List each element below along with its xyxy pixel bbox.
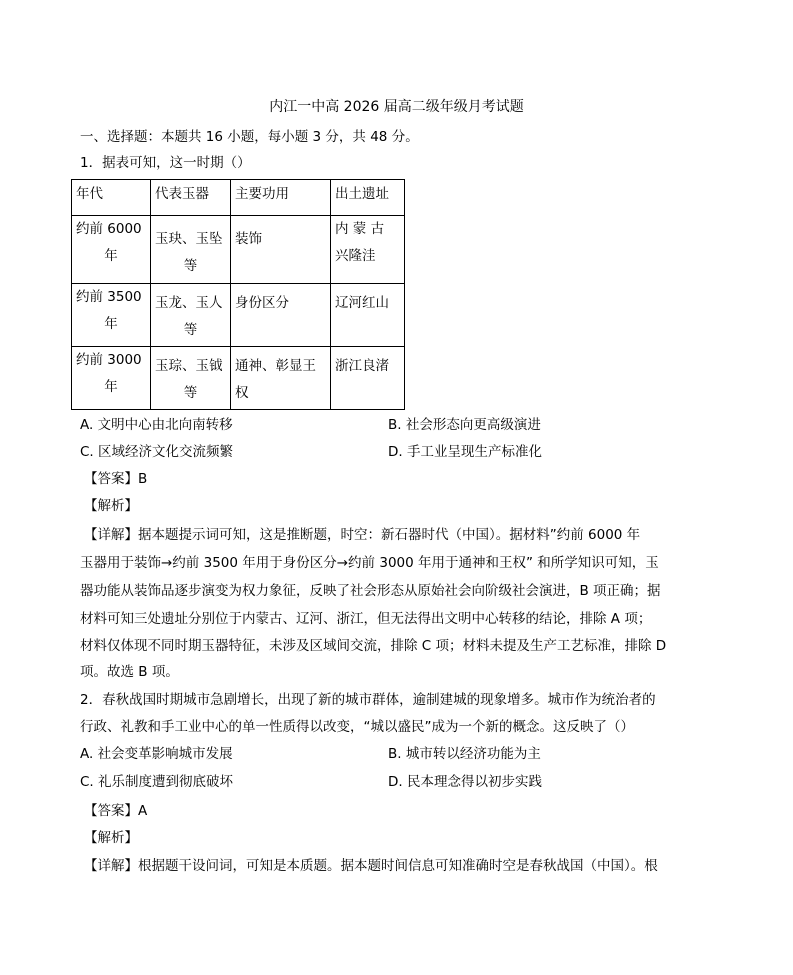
q1-table bbox=[71, 179, 405, 410]
era-cell-unit: 年 bbox=[104, 379, 118, 395]
jade-cell: 玉玦、玉坠 bbox=[155, 231, 223, 247]
era-cell: 约前 6000 bbox=[76, 221, 142, 237]
jade-cell-etc: 等 bbox=[183, 385, 198, 401]
q1-detail-line: 项。故选 B 项。 bbox=[80, 664, 179, 680]
q2-option-c: C. 礼乐制度遭到彻底破坏 bbox=[80, 774, 234, 790]
site-cell-line2: 兴隆洼 bbox=[335, 248, 376, 264]
use-cell-line2: 权 bbox=[235, 385, 249, 401]
q2-answer: 【答案】A bbox=[84, 803, 148, 819]
jade-cell-etc: 等 bbox=[183, 258, 198, 274]
q1-option-d: D. 手工业呈现生产标准化 bbox=[388, 444, 542, 460]
q1-option-b: B. 社会形态向更高级演进 bbox=[388, 417, 541, 433]
q2-option-b: B. 城市转以经济功能为主 bbox=[388, 746, 541, 762]
q2-detail-line: 【详解】根据题干设问词，可知是本质题。据本题时间信息可知准确时空是春秋战国（中国）。根 bbox=[84, 858, 658, 874]
jade-cell-etc: 等 bbox=[183, 322, 198, 338]
q1-detail-line: 【详解】据本题提示词可知，这是推断题，时空：新石器时代（中国）。据材料”约前 6000 年 bbox=[84, 527, 641, 543]
q2-stem-line: 2．春秋战国时期城市急剧增长，出现了新的城市群体，逾制建城的现象增多。城市作为统治者的 bbox=[80, 692, 656, 708]
table-header-row bbox=[72, 180, 405, 216]
q1-option-c: C. 区域经济文化交流频繁 bbox=[80, 444, 234, 460]
q1-detail-line: 材料仅体现不同时期玉器特征，未涉及区域间交流，排除 C 项；材料未提及生产工艺标准，排除 D bbox=[80, 638, 667, 654]
q2-option-a: A. 社会变革影响城市发展 bbox=[80, 746, 233, 762]
use-cell: 装饰 bbox=[235, 231, 262, 247]
q1-option-a: A. 文明中心由北向南转移 bbox=[80, 417, 233, 433]
header-era: 年代 bbox=[76, 186, 103, 202]
table-row bbox=[72, 216, 405, 284]
era-cell: 约前 3000 bbox=[76, 352, 142, 368]
site-cell: 辽河红山 bbox=[335, 295, 389, 311]
table-row bbox=[72, 347, 405, 410]
jade-cell: 玉龙、玉人 bbox=[155, 295, 223, 311]
header-jade: 代表玉器 bbox=[155, 186, 209, 202]
table-row bbox=[72, 284, 405, 347]
q1-stem: 1．据表可知，这一时期（） bbox=[80, 155, 251, 171]
site-cell: 内 蒙 古 bbox=[335, 221, 385, 237]
use-cell: 身份区分 bbox=[235, 295, 289, 311]
jade-cell: 玉琮、玉钺 bbox=[155, 358, 223, 374]
q1-detail-line: 器功能从装饰品逐步演变为权力象征，反映了社会形态从原始社会向阶级社会演进，B 项正确；据 bbox=[80, 583, 661, 599]
header-site: 出土遗址 bbox=[335, 186, 389, 202]
q2-analysis-label: 【解析】 bbox=[84, 830, 138, 846]
era-cell: 约前 3500 bbox=[76, 289, 142, 305]
q1-detail-line: 材料可知三处遗址分别位于内蒙古、辽河、浙江，但无法得出文明中心转移的结论，排除 A 项； bbox=[80, 611, 652, 627]
q2-option-d: D. 民本理念得以初步实践 bbox=[388, 774, 542, 790]
section-heading: 一、选择题：本题共 16 小题，每小题 3 分，共 48 分。 bbox=[80, 129, 419, 145]
era-cell-unit: 年 bbox=[104, 316, 118, 332]
use-cell: 通神、彰显王 bbox=[235, 358, 316, 374]
era-cell-unit: 年 bbox=[104, 248, 118, 264]
site-cell: 浙江良渚 bbox=[335, 358, 389, 374]
q1-detail-line: 玉器用于装饰→约前 3500 年用于身份区分→约前 3000 年用于通神和王权” 和所学知识可知，玉 bbox=[80, 555, 659, 571]
header-use: 主要功用 bbox=[235, 186, 289, 202]
q2-stem-line: 行政、礼教和手工业中心的单一性质得以改变，“城以盛民”成为一个新的概念。这反映了（） bbox=[80, 719, 634, 735]
q1-answer: 【答案】B bbox=[84, 471, 148, 487]
exam-title: 内江一中高 2026 届高二级年级月考试题 bbox=[269, 99, 524, 115]
q1-analysis-label: 【解析】 bbox=[84, 498, 138, 514]
